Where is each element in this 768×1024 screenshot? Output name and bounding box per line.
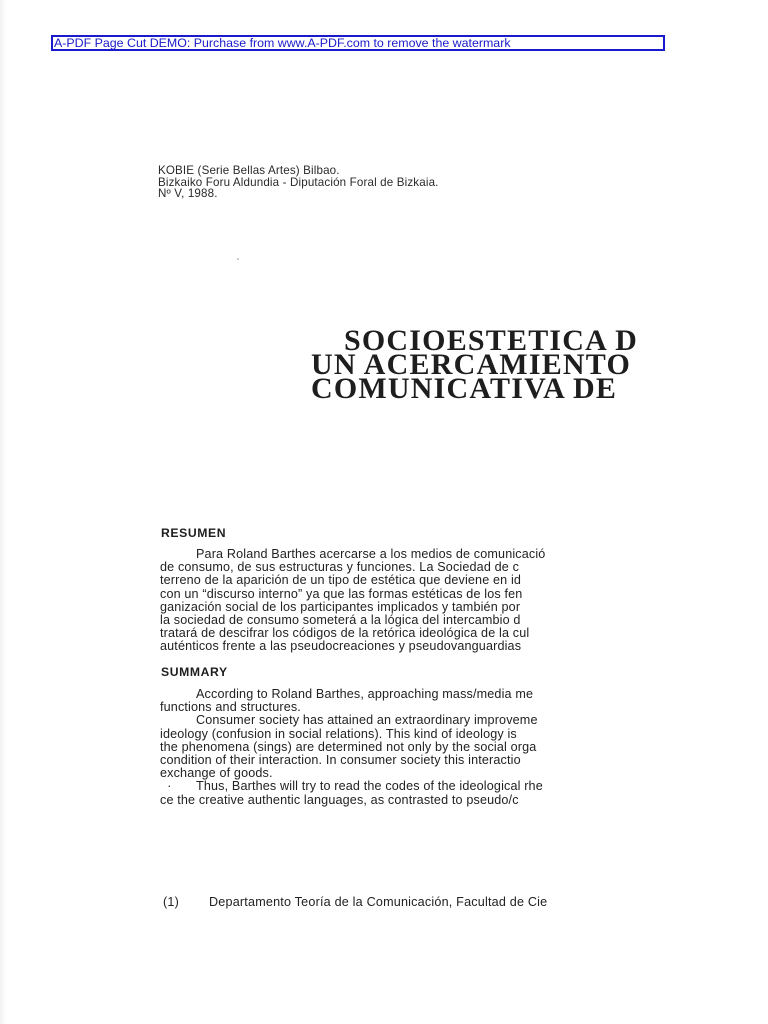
resumen-line: Para Roland Barthes acercarse a los medios de comunicació	[196, 547, 546, 561]
resumen-paragraph	[160, 548, 545, 654]
title-line: SOCIOESTETICA D	[344, 324, 638, 357]
summary-heading: SUMMARY	[161, 665, 228, 679]
summary-line: functions and structures.	[160, 700, 301, 715]
resumen-heading: RESUMEN	[161, 526, 227, 540]
header-line: Bizkaiko Foru Aldundia - Diputación Foral de Bizkaia.	[158, 175, 439, 189]
publication-header	[158, 165, 439, 200]
resumen-line: ganización social de los participantes implicados y también por	[160, 599, 521, 614]
scan-speck	[237, 258, 239, 260]
header-line: Nº V, 1988.	[158, 187, 218, 200]
summary-paragraph	[160, 688, 543, 807]
title-line: COMUNICATIVA DE	[311, 372, 618, 405]
summary-line: the phenomena (sings) are determined not only by the social orga	[160, 739, 537, 754]
article-title	[311, 324, 638, 405]
resumen-line: de consumo, de sus estructuras y funciones. La Sociedad de c	[160, 560, 520, 575]
summary-line: Consumer society has attained an extraordinary improveme	[196, 713, 538, 728]
title-line: UN ACERCAMIENTO	[311, 348, 631, 381]
summary-line: ce the creative authentic languages, as contrasted to pseudo/c	[160, 792, 519, 807]
summary-line: condition of their interaction. In consumer society this interactio	[160, 753, 521, 768]
resumen-line: terreno de la aparición de un tipo de estética que deviene en id	[160, 573, 522, 588]
resumen-line: auténticos frente a las pseudocreaciones y pseudovanguardias	[160, 639, 522, 654]
summary-line: According to Roland Barthes, approaching mass/media me	[196, 687, 534, 701]
header-line: KOBIE (Serie Bellas Artes) Bilbao.	[158, 164, 340, 177]
resumen-line: tratará de descifrar los códigos de la retórica ideológica de la cul	[160, 626, 530, 641]
summary-line: ideology (confusion in social relations). This kind of ideology is	[160, 726, 517, 741]
footnote-number: (1)	[163, 895, 179, 909]
scan-dot-mark: ·	[160, 779, 172, 794]
watermark-banner: A-PDF Page Cut DEMO: Purchase from www.A-PDF.com to remove the watermark	[51, 35, 665, 51]
summary-line-text: Thus, Barthes will try to read the codes of the ideological rhe	[196, 779, 543, 794]
resumen-line: la sociedad de consumo someterá a la lógica del intercambio d	[160, 613, 521, 628]
resumen-line: con un “discurso interno” ya que las formas estéticas de los fen	[160, 586, 523, 601]
footnote	[163, 895, 547, 909]
summary-line: exchange of goods.	[160, 766, 273, 781]
summary-line	[160, 780, 543, 793]
footnote-text: Departamento Teoría de la Comunicación, Facultad de Cie	[209, 895, 548, 909]
